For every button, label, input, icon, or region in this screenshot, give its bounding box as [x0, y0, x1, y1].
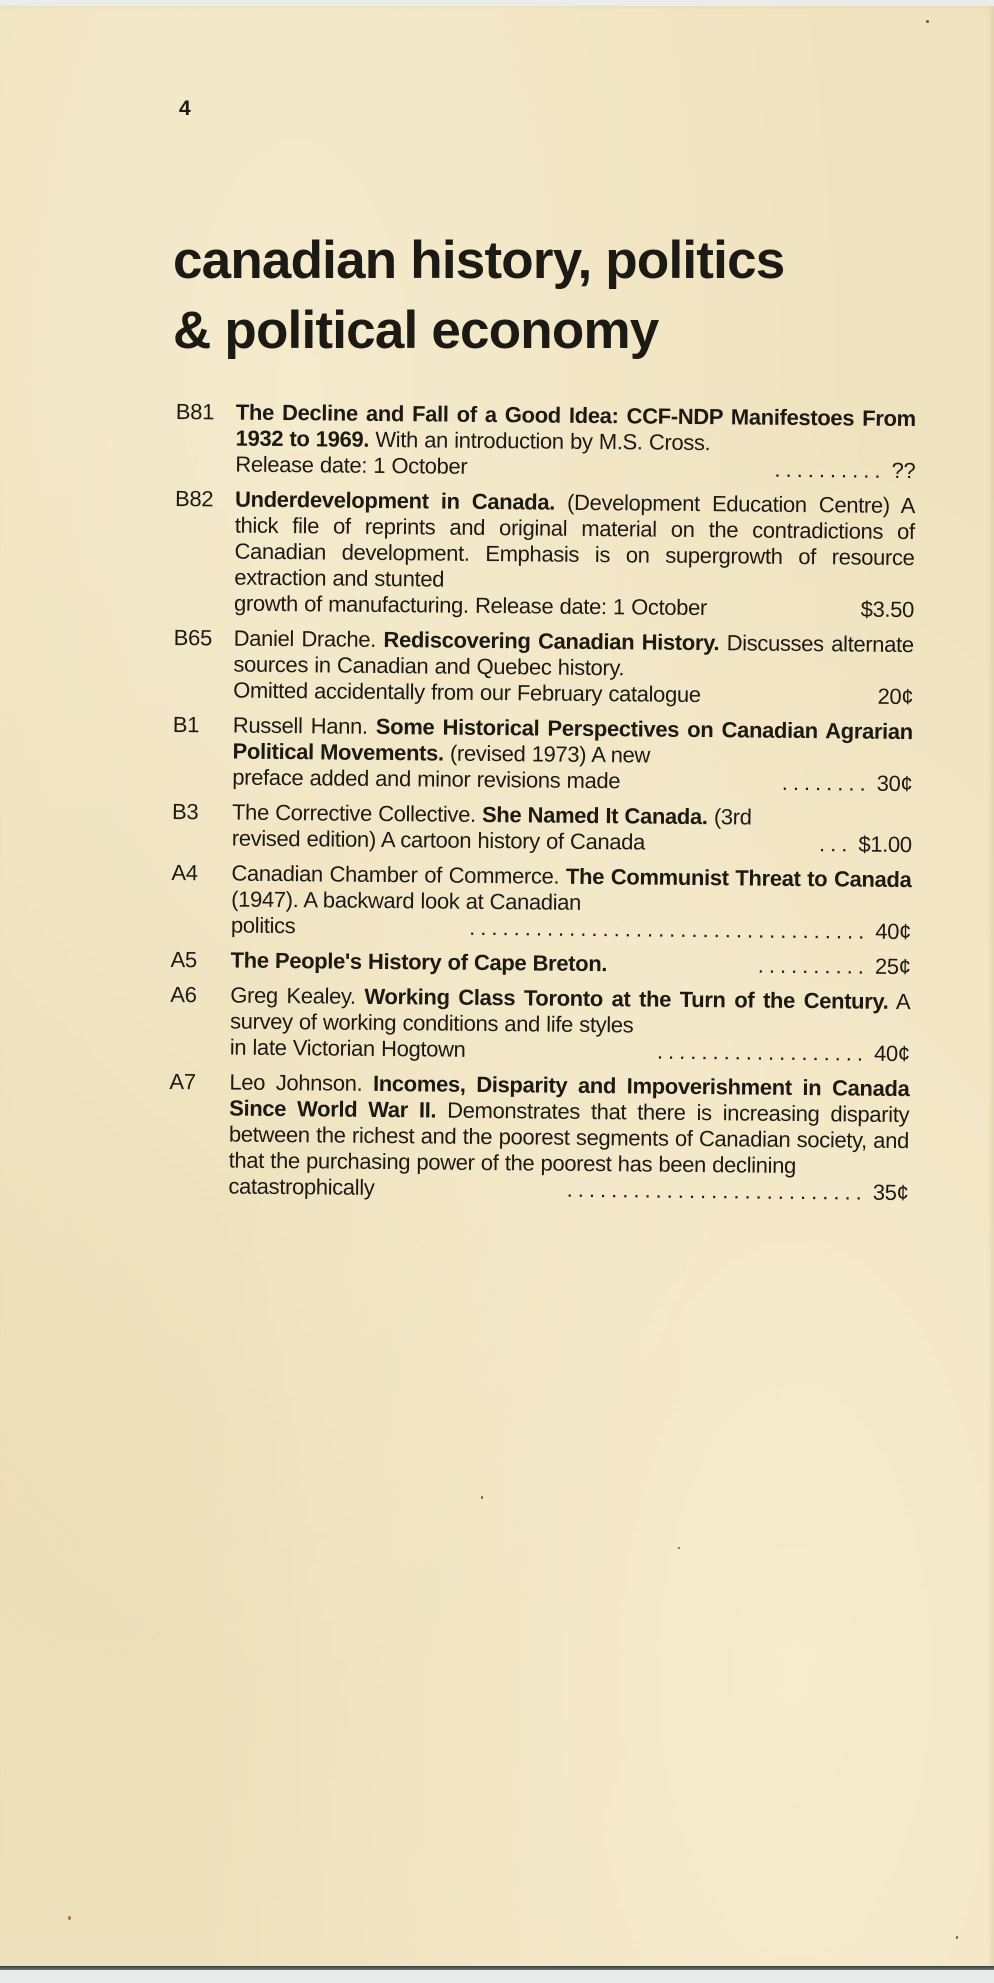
- entry-price: 40¢: [873, 1040, 910, 1067]
- dot-leader: ...........................: [566, 1176, 867, 1205]
- entry-description: Demonstrates that there is increasing disparity between the richest and the poorest segments of Canadian society, and that the purchasing power of the poorest has been declining: [228, 1097, 910, 1178]
- catalogue-entry: [175, 399, 916, 484]
- paper-speck: [956, 1936, 958, 1939]
- entry-price: 30¢: [876, 770, 913, 797]
- paper-speck: [678, 1547, 680, 1549]
- entry-title: Rediscovering Canadian History.: [383, 627, 720, 656]
- entry-description: (Development Education Centre) A thick file of reprints and original material on the contradictions of Canadian development. Emphasis is on supergrowth of resource extraction and stunted: [234, 489, 916, 592]
- entry-title: Working Class Toronto at the Turn of the Century.: [364, 983, 889, 1014]
- dot-leader: ........: [781, 769, 871, 796]
- entry-body: [235, 400, 916, 485]
- entry-title: Some Historical Perspectives on Canadian Agrarian Political Movements.: [232, 713, 913, 766]
- catalogue-entry-list: [168, 399, 916, 1215]
- entry-title: She Named It Canada.: [481, 801, 708, 830]
- entry-description: Discusses alternate sources in Canadian and Quebec history.: [233, 630, 914, 681]
- entry-body: [234, 487, 915, 624]
- entry-author: The Corrective Collective.: [231, 799, 476, 827]
- entry-title: The People's History of Cape Breton.: [230, 947, 608, 977]
- entry-code: A6: [170, 981, 197, 1008]
- entry-price-line: [230, 1035, 910, 1068]
- entry-last-line: growth of manufacturing. Release date: 1 October: [233, 590, 708, 621]
- entry-body: [230, 948, 910, 981]
- dot-leader: ..........: [774, 456, 886, 483]
- paper-speck: [481, 1496, 483, 1499]
- catalogue-entry: [172, 799, 912, 858]
- entry-title: The Communist Threat to Canada: [565, 863, 912, 893]
- entry-body: [228, 1070, 909, 1207]
- paper-speck: [926, 20, 929, 23]
- entry-price-line: [232, 765, 912, 798]
- entry-last-line: Release date: 1 October: [235, 451, 468, 479]
- entry-price: 20¢: [877, 683, 914, 710]
- section-heading-line-1: canadian history, politics: [173, 231, 785, 290]
- entry-author: Greg Kealey.: [230, 982, 356, 1009]
- paper-speck: [68, 1916, 71, 1920]
- dot-leader: ...................: [656, 1038, 869, 1066]
- entry-price-line: [235, 452, 915, 485]
- entry-price-line: [231, 913, 911, 946]
- entry-price-line: [234, 591, 914, 624]
- catalogue-entry: [173, 625, 914, 710]
- catalogue-entry: [171, 860, 912, 945]
- entry-author: Canadian Chamber of Commerce.: [231, 860, 560, 889]
- entry-price-line: [232, 826, 912, 859]
- entry-code: B65: [173, 624, 213, 651]
- page-bottom-edge: [0, 1966, 994, 1970]
- entry-body: [230, 983, 911, 1068]
- page-number: 4: [179, 97, 191, 120]
- catalogue-page: [0, 6, 994, 1968]
- section-heading-line-2: & political economy: [173, 301, 659, 360]
- entry-price: $1.00: [858, 831, 912, 858]
- entry-body: [232, 800, 912, 859]
- entry-last-line: politics: [230, 912, 296, 939]
- entry-author: Daniel Drache.: [233, 625, 377, 652]
- entry-description: (revised 1973) A new: [449, 740, 651, 768]
- entry-code: A4: [171, 859, 198, 886]
- entry-last-line: revised edition) A cartoon history of Canada: [231, 825, 646, 855]
- entry-author: Russell Hann.: [232, 712, 368, 739]
- entry-code: B81: [175, 399, 215, 425]
- entry-price-line: [228, 1174, 908, 1207]
- entry-price: 40¢: [875, 918, 912, 945]
- entry-title: Underdevelopment in Canada.: [234, 486, 556, 515]
- entry-body: [231, 861, 912, 946]
- entry-description: With an introduction by M.S. Cross.: [375, 426, 711, 456]
- dot-leader: [717, 615, 855, 616]
- entry-price: 35¢: [872, 1179, 909, 1206]
- catalogue-entry: [174, 486, 915, 623]
- entry-body: [232, 713, 913, 798]
- entry-title: The Decline and Fall of a Good Idea: CCF-NDP Manifestoes From 1932 to 1969.: [235, 399, 916, 452]
- entry-price: ??: [891, 457, 916, 484]
- entry-price-line: [230, 948, 910, 981]
- entry-price-line: [233, 678, 913, 711]
- entry-description: (1947). A backward look at Canadian: [231, 886, 582, 915]
- entry-description: (3rd: [713, 804, 752, 830]
- entry-code: B82: [174, 485, 214, 512]
- entry-description: A survey of working conditions and life styles: [229, 988, 911, 1038]
- entry-code: B3: [171, 798, 199, 825]
- entry-code: B1: [172, 711, 200, 738]
- dot-leader: ..........: [757, 952, 870, 979]
- catalogue-entry: [170, 947, 910, 980]
- entry-body: [233, 626, 914, 711]
- entry-code: A5: [170, 946, 198, 973]
- entry-code: A7: [169, 1068, 196, 1095]
- dot-leader: ...: [818, 831, 853, 857]
- entry-price: $3.50: [860, 596, 915, 623]
- entry-last-line: in late Victorian Hogtown: [229, 1034, 466, 1062]
- entry-title: Incomes, Disparity and Impoverishment in Canada Since World War II.: [229, 1070, 910, 1123]
- dot-leader: [711, 702, 872, 704]
- entry-last-line: Omitted accidentally from our February catalogue: [233, 677, 701, 708]
- entry-last-line: preface added and minor revisions made: [232, 764, 621, 794]
- catalogue-entry: [172, 712, 913, 797]
- entry-last-line: catastrophically: [228, 1173, 375, 1200]
- entry-author: Leo Johnson.: [229, 1069, 363, 1096]
- entry-price: 25¢: [874, 953, 911, 980]
- section-heading: [173, 226, 933, 366]
- catalogue-entry: [170, 982, 911, 1067]
- dot-leader: ....................................: [469, 914, 870, 944]
- catalogue-entry: [168, 1069, 909, 1206]
